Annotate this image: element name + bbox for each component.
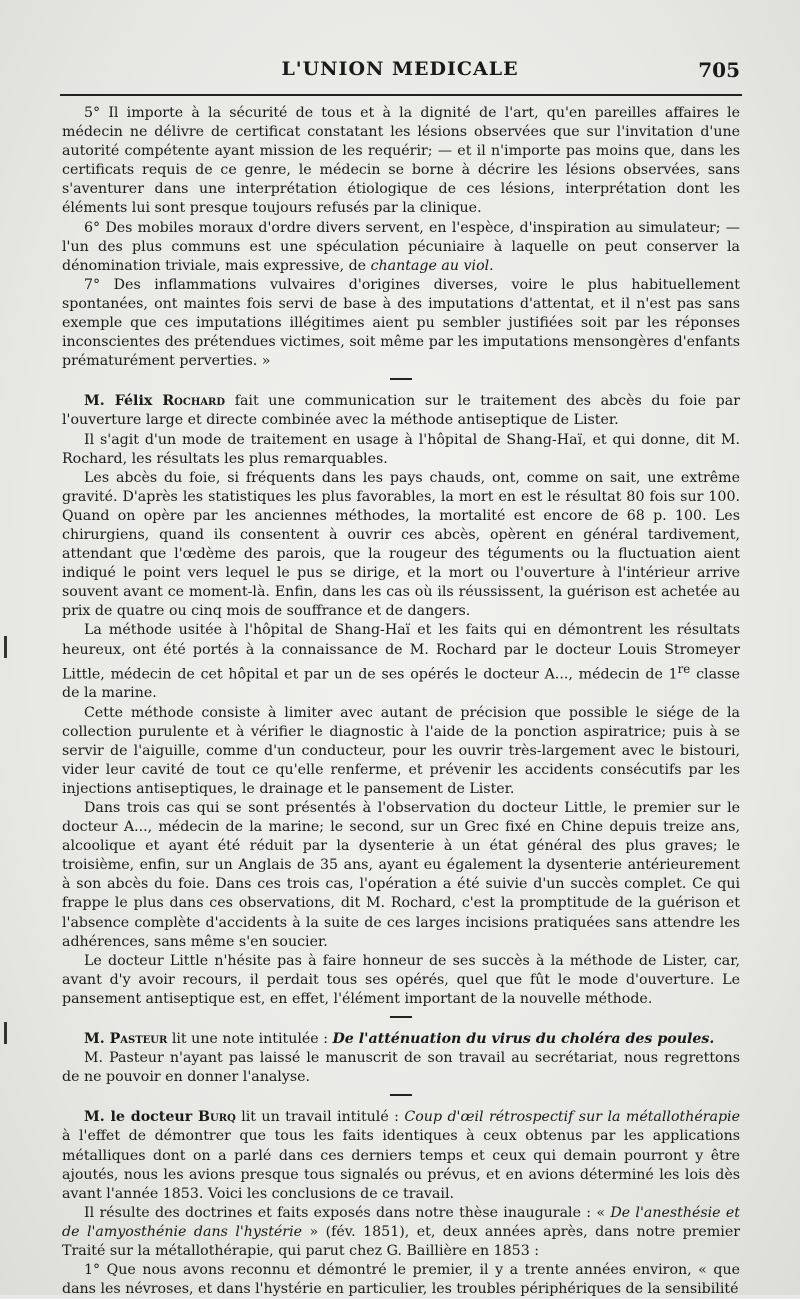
speaker-name: Rochard (162, 393, 226, 410)
paragraph-rochard-4 (62, 621, 740, 703)
text-run: . (489, 257, 494, 274)
section-separator (390, 1016, 412, 1018)
text-run: Il résulte des doctrines et faits exposés dans notre thèse inaugurale : « (84, 1204, 611, 1221)
speaker-prefix: M. le docteur (84, 1109, 199, 1126)
header-rule (60, 94, 742, 96)
paragraph-pasteur-2: M. Pasteur n'ayant pas laissé le manuscrit de son travail au secrétariat, nous regrettons de ne pouvoir en donner l'analyse. (62, 1050, 740, 1086)
work-title: De l'anesthésie et de l'amyosthénie dans l'hystérie (62, 1204, 740, 1240)
margin-mark (4, 636, 7, 658)
work-title: Coup d'œil rétrospectif sur la métallothérapie (404, 1109, 740, 1126)
page-header (60, 58, 740, 86)
article-body (62, 104, 740, 1299)
paragraph-rochard-7: Le docteur Little n'hésite pas à faire honneur de ses succès à la méthode de Lister, car, avant d'y avoir recours, il perdait tous ses opérés, quel que fût le mode d'ouverture. Le pansement antiseptique est, en effet, l'élément important de la nouvelle méthode. (62, 952, 740, 1007)
paragraph-conclusion-7: 7° Des inflammations vulvaires d'origines diverses, voire le plus habituellement spontanées, ont maintes fois servi de base à des imputations d'attentat, et il n'est pas sans exemple que ces imputations illégitimes aient pu sembler justifiées soit par les réponses inconscientes des prétendues victimes, soit même par les imputations mensongères d'enfants prématurément perverties. » (62, 276, 740, 370)
work-title: De l'atténuation du virus du choléra des poules. (332, 1031, 715, 1048)
section-separator (390, 378, 412, 380)
text-run: fait une communication sur le traitement des abcès du foie par l'ouverture large et directe combinée avec la méthode antiseptique de Lister. (62, 393, 741, 429)
italic-term: chantage au viol (370, 257, 490, 274)
page-number: 705 (698, 58, 740, 82)
speaker-name: Pasteur (109, 1031, 168, 1048)
text-run: 6° Des mobiles moraux d'ordre divers servent, en l'espèce, d'inspiration au simulateur; — l'un des plus communs est une spéculation pécuniaire à laquelle on peut conserver la dénomination triviale, mais expressive, de (62, 219, 740, 274)
paragraph-rochard-5: Cette méthode consiste à limiter avec autant de précision que possible le siége de la collection purulente et à vérifier le diagnostic à l'aide de la ponction aspiratrice; puis à se servir de l'aiguille, comme d'un conducteur, pour les ouvrir très-largement avec le bistouri, vider leur cavité de tout ce qu'elle renferme, et prévenir les accidents consécutifs par les injections antiseptiques, le drainage et le pansement de Lister. (62, 704, 740, 797)
paragraph-rochard-2: Il s'agit d'un mode de traitement en usage à l'hôpital de Shang-Haï, et qui donne, dit M. Rochard, les résultats les plus remarquables. (62, 431, 740, 467)
paragraph-rochard-intro (62, 392, 740, 430)
text-run: lit un travail intitulé : (235, 1109, 405, 1126)
paragraph-burq-2 (62, 1204, 740, 1261)
text-run: lit une note intitulée : (167, 1031, 333, 1048)
paragraph-burq-3: 1° Que nous avons reconnu et démontré le premier, il y a trente années environ, « que dans les névroses, et dans l'hystérie en particulier, les troubles périphériques de la sensibilité (62, 1262, 740, 1298)
text-run: La méthode usitée à l'hôpital de Shang-Haï et les faits qui en démontrent les résultats heureux, ont été portés à la connaissance de M. Rochard par le docteur Louis Stromeyer Little, médecin de cet hôpital et par un de ses opérés le docteur A..., médecin de 1 (62, 622, 740, 683)
text-run: classe de la marine. (62, 666, 740, 702)
text-run: » (fév. 1851), et, deux années après, dans notre premier Traité sur la métallothérapie, qui parut chez G. Baillière en 1853 : (62, 1223, 740, 1259)
paragraph-rochard-3: Les abcès du foie, si fréquents dans les pays chauds, ont, comme on sait, une extrême gravité. D'après les statistiques les plus favorables, la mort en est le résultat 80 fois sur 100. Quand on opère par les anciennes méthodes, la mortalité est encore de 68 p. 100. Les chirurgiens, quand ils consentent à ouvrir ces abcès, opèrent en général tardivement, attendant que l'œdème des parois, que la rougeur des téguments ou la fluctuation aient indiqué le point vers lequel le pus se dirige, et la mort ou l'ouverture à l'intérieur arrive souvent avant ce moment-là. Enfin, dans les cas où ils réussissent, la guérison est achetée au prix de quatre ou cinq mois de souffrance et de dangers. (62, 469, 740, 620)
paragraph-pasteur-intro (62, 1030, 740, 1049)
paragraph-rochard-6: Dans trois cas qui se sont présentés à l'observation du docteur Little, le premier sur le docteur A..., médecin de la marine; le second, sur un Grec fixé en Chine depuis treize ans, alcoolique et ayant été réduit par la dysenterie à un état général des plus graves; le troisième, enfin, sur un Anglais de 35 ans, ayant eu également la dysenterie antérieurement à son abcès du foie. Dans ces trois cas, l'opération a été suivie d'un succès complet. Ce qui frappe le plus dans ces observations, dit M. Rochard, c'est la promptitude de la guérison et l'absence complète d'accidents à la suite de ces larges incisions pratiquées sans attendre les adhérences, sans même s'en soucier. (62, 800, 740, 950)
ordinal-superscript: re (677, 661, 691, 676)
speaker-prefix: M. Félix (84, 393, 163, 410)
speaker-name: Burq (198, 1109, 236, 1126)
text-run: à l'effet de démontrer que tous les faits identiques à ceux obtenus par les applications métalliques dont on a parlé dans ces derniers temps et ceux qui demain pourront y être ajoutés, nous les avions presque tous signalés ou prévus, et en avions déterminé les lois dès avant l'année 1853. Voici les conclusions de ce travail. (62, 1128, 740, 1202)
margin-mark (4, 1022, 7, 1044)
running-title: L'UNION MEDICALE (281, 58, 519, 80)
section-separator (390, 1094, 412, 1096)
paragraph-conclusion-6 (62, 219, 740, 276)
paragraph-conclusion-5: 5° Il importe à la sécurité de tous et à la dignité de l'art, qu'en pareilles affaires le médecin ne délivre de certificat constatant les lésions observées que sur l'invitation d'une autorité compétente ayant mission de les requérir; — et il n'importe pas moins que, dans les certificats requis de ce genre, le médecin se borne à décrire les lésions observées, sans s'aventurer dans une interprétation étiologique de ces lésions, interprétation dont les éléments lui sont presque toujours refusés par la clinique. (62, 105, 740, 217)
speaker-prefix: M. (84, 1031, 110, 1048)
paragraph-burq-intro (62, 1108, 740, 1203)
